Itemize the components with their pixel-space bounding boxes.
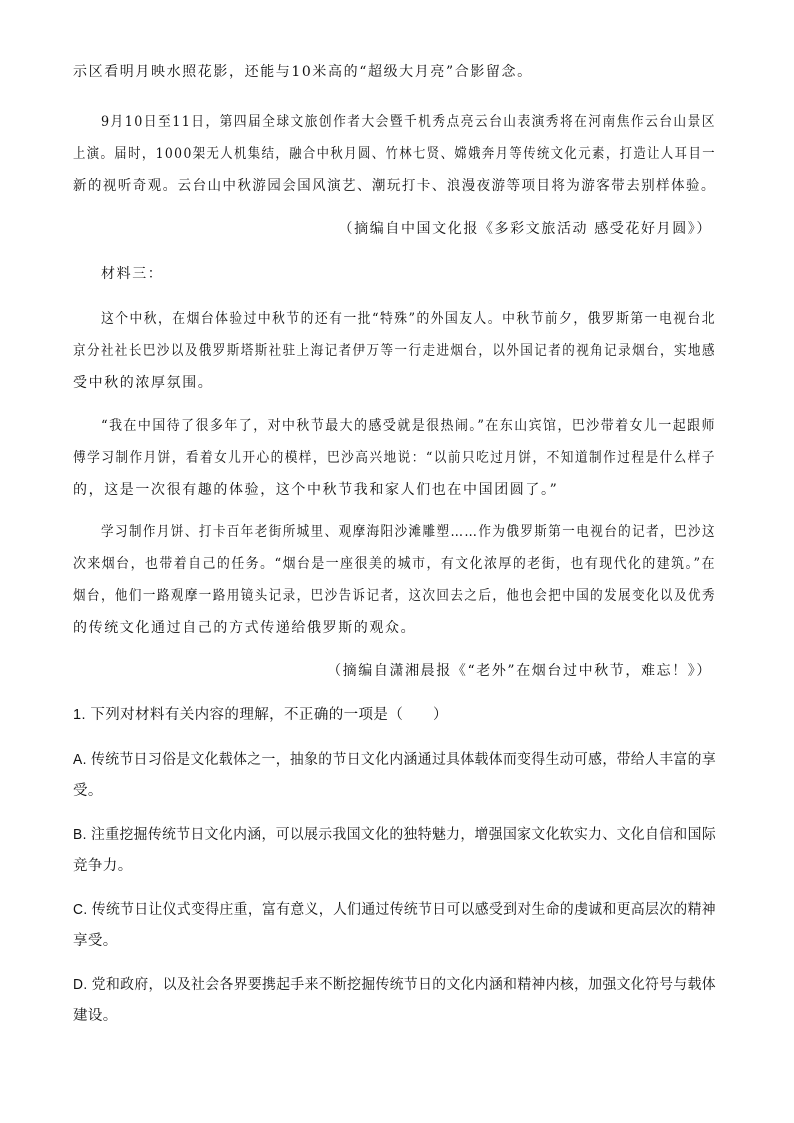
option-d-line: 建设。: [73, 1008, 118, 1024]
paragraph-line: 9月10日至11日，第四届全球文旅创作者大会暨千机秀点亮云台山表演秀将在河南焦作云台山景区: [101, 114, 716, 130]
paragraph-line: “我在中国待了很多年了，对中秋节最大的感受就是很热闹。”在东山宾馆，巴沙带着女儿一起跟师: [101, 418, 716, 434]
option-a-line: A. 传统节日习俗是文化载体之一，抽象的节日文化内涵通过具体载体而变得生动可感，带给人丰富的享: [73, 752, 717, 768]
paragraph-line: 傅学习制作月饼，看着女儿开心的模样，巴沙高兴地说：“以前只吃过月饼，不知道制作过程是什么样子: [73, 450, 717, 466]
paragraph-line: 次来烟台，也带着自己的任务。“烟台是一座很美的城市，有文化浓厚的老街，也有现代化的建筑。”在: [73, 556, 716, 572]
option-a-line: 受。: [73, 783, 103, 799]
option-c-line: C. 传统节日让仪式变得庄重，富有意义，人们通过传统节日可以感受到对生命的虔诚和更高层次的精神: [73, 902, 716, 918]
paragraph-line: 这个中秋，在烟台体验过中秋节的还有一批“特殊”的外国友人。中秋节前夕，俄罗斯第一电视台北: [101, 311, 716, 327]
paragraph-line: 京分社社长巴沙以及俄罗斯塔斯社驻上海记者伊万等一行走进烟台，以外国记者的视角记录烟台，实地感: [73, 343, 716, 359]
paragraph-line: 示区看明月映水照花影，还能与10米高的“超级大月亮”合影留念。: [73, 64, 533, 80]
option-b-line: B. 注重挖掘传统节日文化内涵，可以展示我国文化的独特魅力，增强国家文化软实力、文化自信和国际: [73, 827, 717, 843]
source-citation: （摘编自潇湘晨报《“老外”在烟台过中秋节，难忘！》）: [327, 663, 712, 679]
option-b-line: 竞争力。: [73, 858, 133, 874]
source-citation: （摘编自中国文化报《多彩文旅活动 感受花好月圆》）: [338, 221, 712, 237]
option-d-line: D. 党和政府，以及社会各界要携起手来不断挖掘传统节日的文化内涵和精神内核，加强文化符号与载体: [73, 977, 716, 993]
material-heading: 材料三：: [101, 266, 164, 282]
paragraph-line: 学习制作月饼、打卡百年老街所城里、观摩海阳沙滩雕塑……作为俄罗斯第一电视台的记者，巴沙这: [101, 524, 717, 540]
option-c-line: 享受。: [73, 933, 118, 949]
paragraph-line: 的传统文化通过自己的方式传递给俄罗斯的观众。: [73, 620, 417, 636]
paragraph-line: 新的视听奇观。云台山中秋游园会国风演艺、潮玩打卡、浪漫夜游等项目将为游客带去别样体验。: [73, 178, 716, 194]
paragraph-line: 烟台，他们一路观摩一路用镜头记录，巴沙告诉记者，这次回去之后，他也会把中国的发展变化以及优秀: [73, 588, 716, 604]
paragraph-line: 上演。届时，1000架无人机集结，融合中秋月圆、竹林七贤、嫦娥奔月等传统文化元素，打造让人耳目一: [73, 146, 716, 162]
paragraph-line: 的，这是一次很有趣的体验，这个中秋节我和家人们也在中国团圆了。”: [73, 482, 559, 498]
question-stem: 1. 下列对材料有关内容的理解，不正确的一项是（ ）: [73, 707, 448, 723]
paragraph-line: 受中秋的浓厚氛围。: [73, 375, 214, 391]
